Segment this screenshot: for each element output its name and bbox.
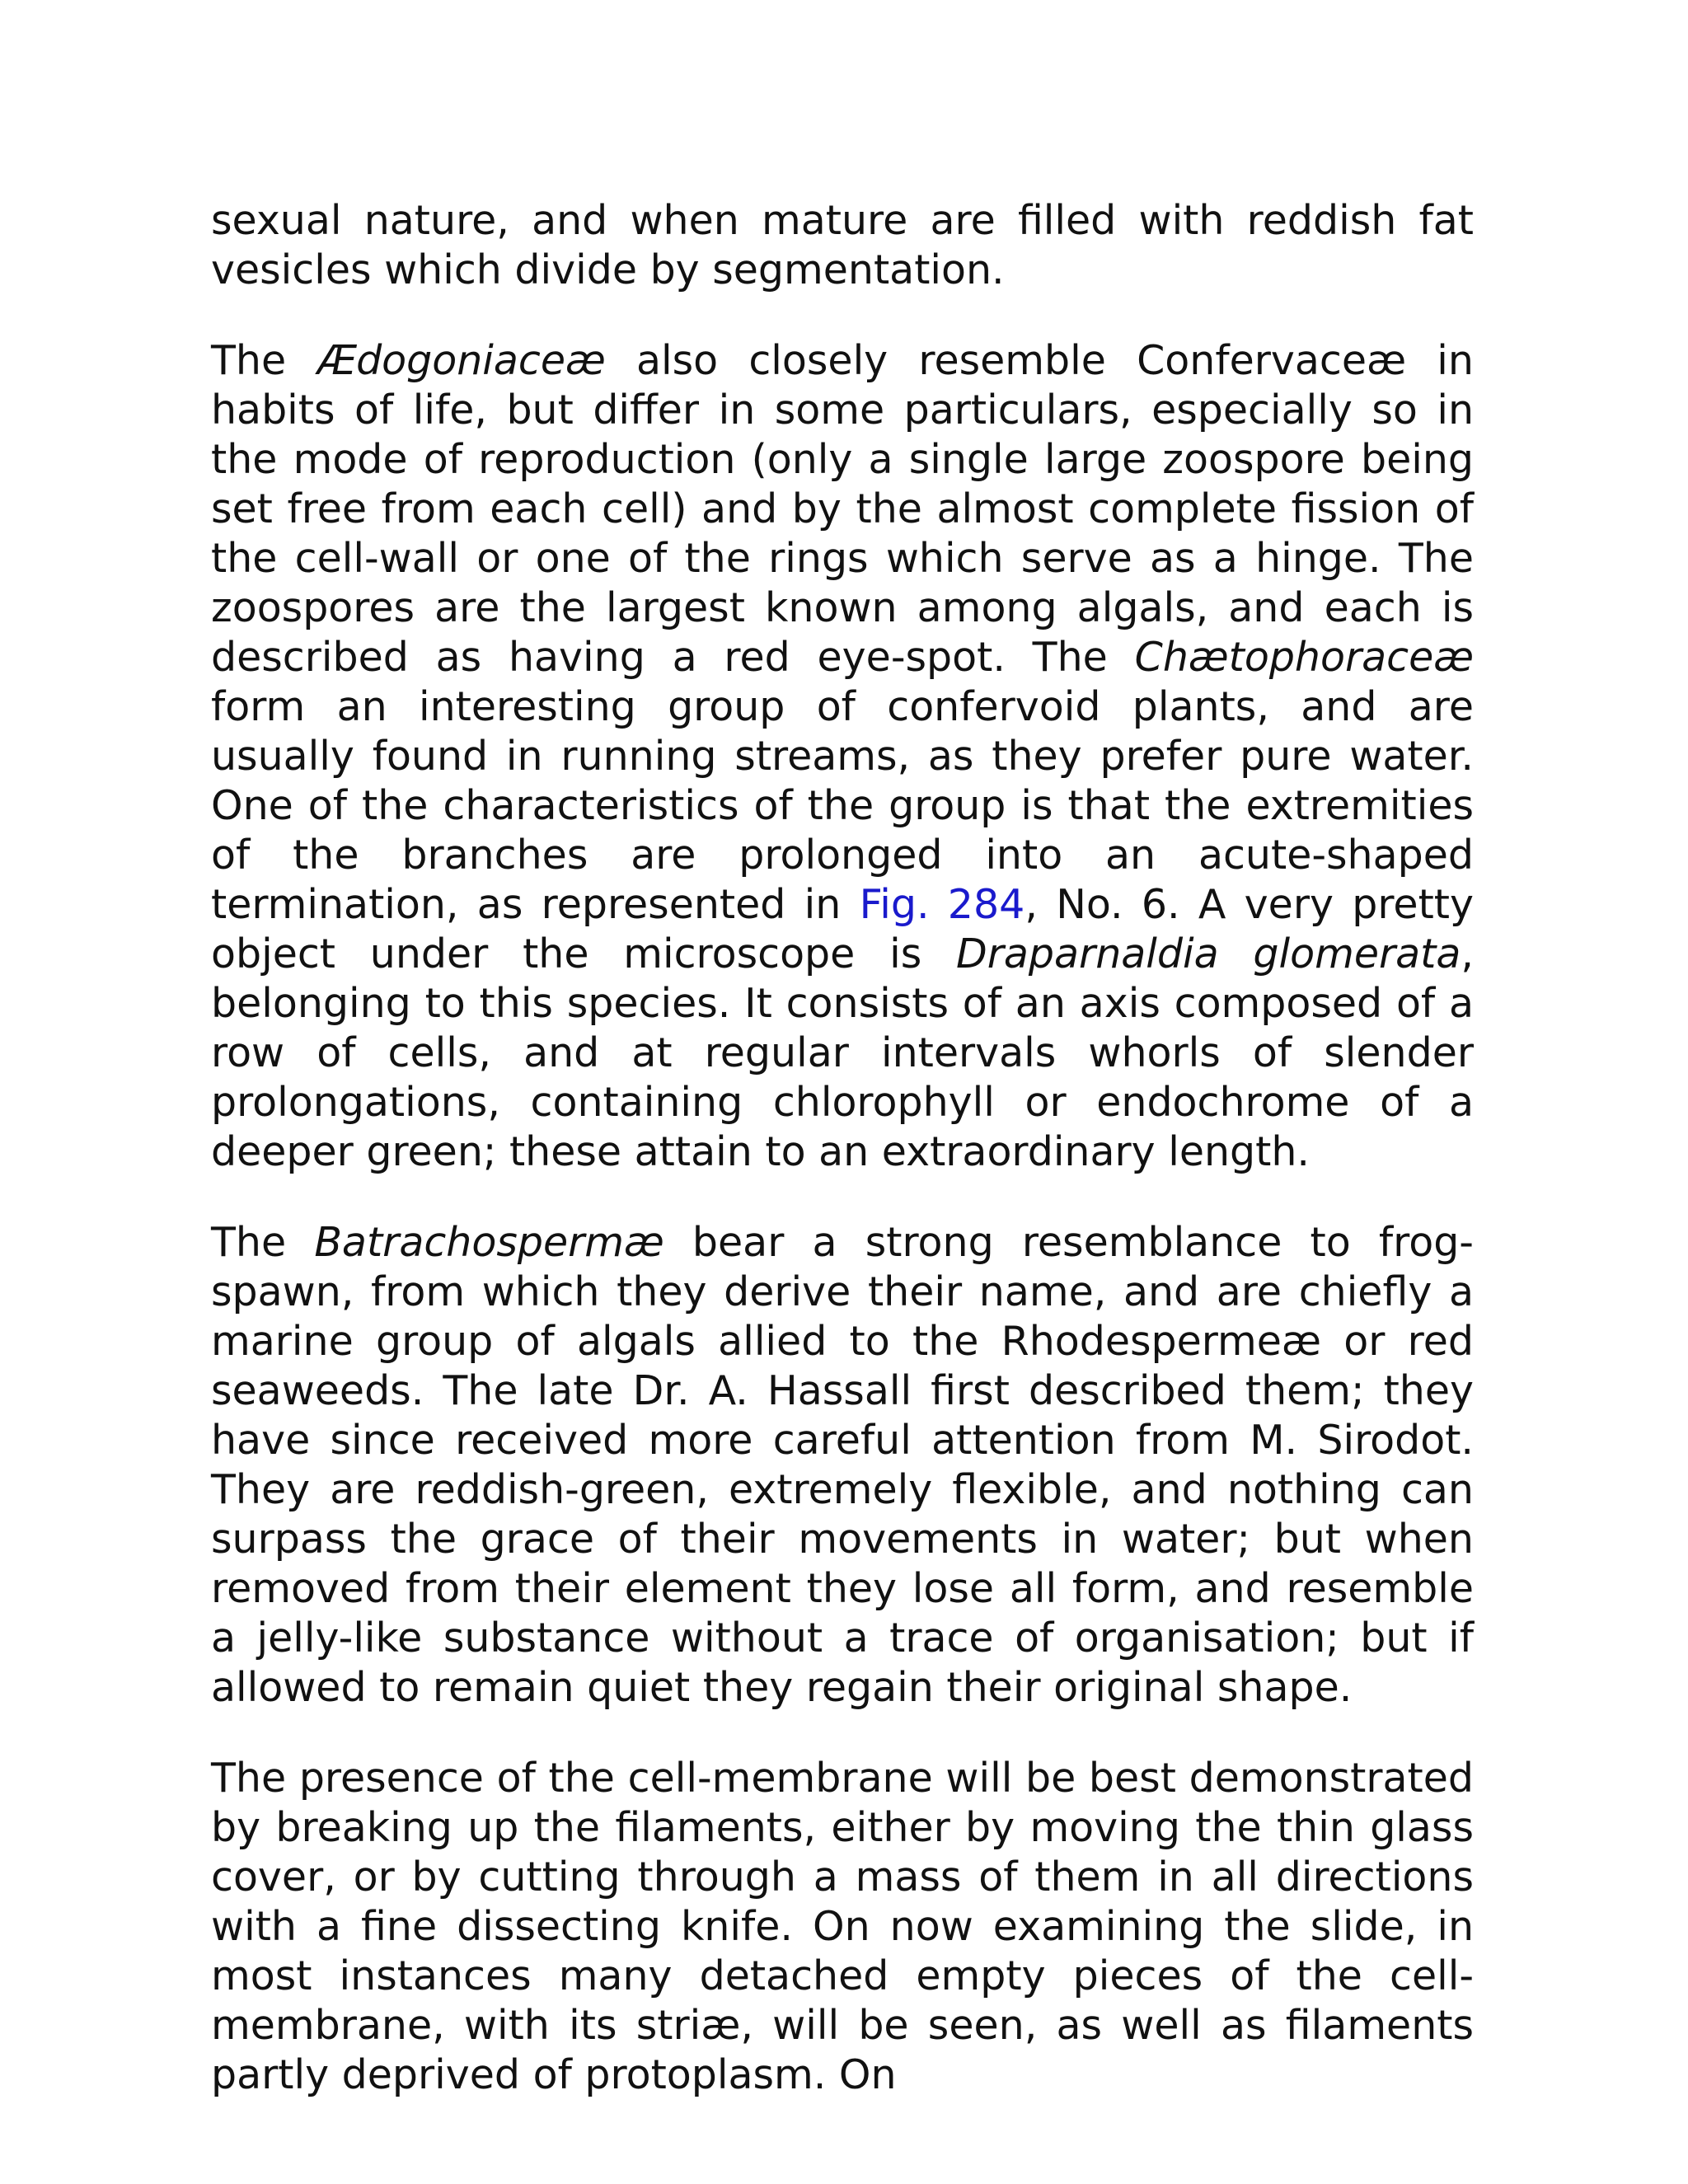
italic-term-batrachospermae: Batrachospermæ xyxy=(314,1219,664,1266)
paragraph-4-text: The presence of the cell-membrane will be best demonstrated by breaking up the filaments, either by moving the thin glass cover, or by cutting through a mass of them in all directions with a fine dissecting knife. On now examining the slide, in most instances many detached empty pieces of the cell-membrane, with its striæ, will be seen, as well as filaments partly deprived of protoplasm. On xyxy=(211,1755,1474,2098)
figure-link[interactable]: Fig. 284 xyxy=(859,881,1025,928)
paragraph-4 xyxy=(211,1754,1474,2100)
paragraph-1 xyxy=(211,196,1474,295)
paragraph-2 xyxy=(211,336,1474,1177)
italic-term-aedogoniaceae: Ædogoniaceæ xyxy=(316,337,606,384)
text-run: The xyxy=(211,1219,315,1266)
document-page xyxy=(211,196,1474,2141)
text-run: , belonging to this species. It consists of an axis composed of a row of cells, and at regular intervals whorls of slender prolongations, containing chlorophyll or endochrome of a deeper green; these attain to an extraordinary length. xyxy=(211,930,1474,1175)
italic-term-draparnaldia: Draparnaldia glomerata xyxy=(956,930,1461,977)
paragraph-3 xyxy=(211,1218,1474,1713)
italic-term-chaetophoraceae: Chætophoraceæ xyxy=(1134,634,1474,681)
text-run: form an interesting group of confervoid plants, and are usually found in running streams, as they prefer pure water. One of the characteristics of the group is that the extremities of the branches are prolonged into an acute-shaped termination, as represented in xyxy=(211,683,1474,928)
text-run: The xyxy=(211,337,317,384)
text-run: also closely resemble Confervaceæ in habits of life, but differ in some particulars, especially so in the mode of reproduction (only a single large zoospore being set free from each cell) and by the almost complete fission of the cell-wall or one of the rings which serve as a hinge. The zoospores are the largest known among algals, and each is described as having a red eye-spot. The xyxy=(211,337,1474,681)
text-run: bear a strong resemblance to frog-spawn, from which they derive their name, and are chiefly a marine group of algals allied to the Rhodespermeæ or red seaweeds. The late Dr. A. Hassall first described them; they have since received more careful attention from M. Sirodot. They are reddish-green, extremely flexible, and nothing can surpass the grace of their movements in water; but when removed from their element they lose all form, and resemble a jelly-like substance without a trace of organisation; but if allowed to remain quiet they regain their original shape. xyxy=(211,1219,1474,1711)
text-run: , No. 6. A very pretty object under the microscope is xyxy=(211,881,1475,977)
paragraph-1-text: sexual nature, and when mature are filled with reddish fat vesicles which divide by segmentation. xyxy=(211,197,1474,293)
